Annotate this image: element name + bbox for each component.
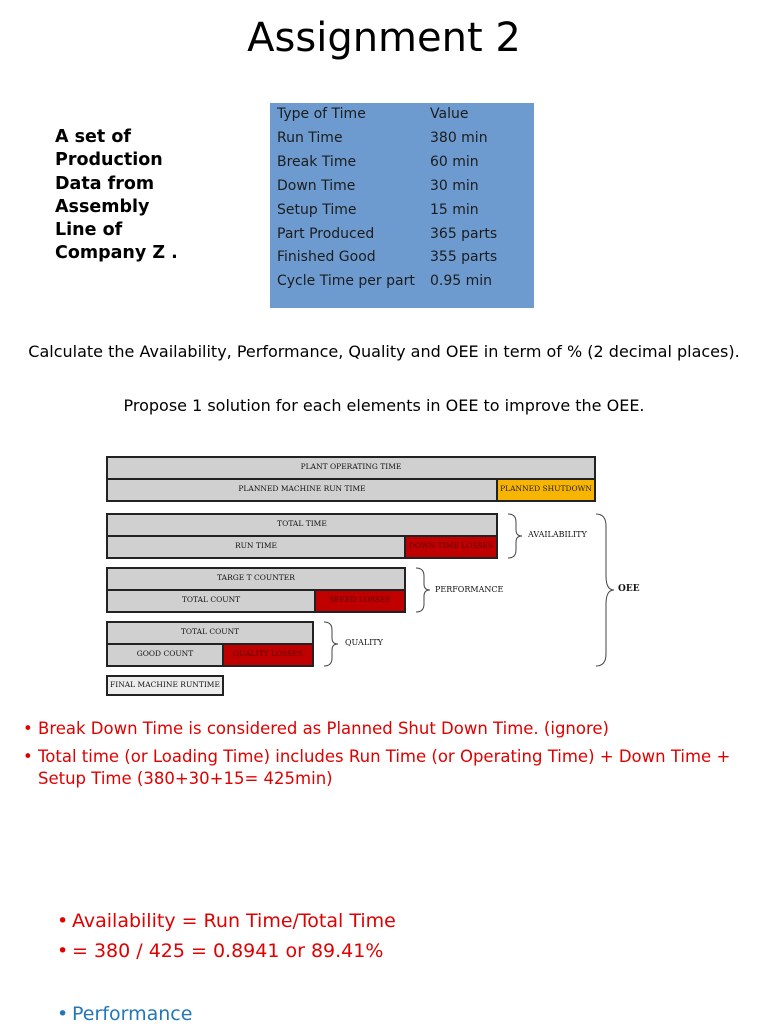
- page-title: Assignment 2: [247, 15, 521, 61]
- brace-lines: [106, 456, 626, 696]
- table-cell: 60 min: [430, 153, 479, 170]
- table-row: [270, 202, 534, 226]
- planned-machine-run-time-box: PLANNED MACHINE RUN TIME: [106, 478, 498, 502]
- quality-losses-box: QUALITY LOSSES: [222, 643, 314, 667]
- availability-label: AVAILABILITY: [528, 530, 587, 539]
- table-cell: Part Produced: [277, 225, 375, 242]
- speed-losses-box: SPEED LOSSES: [314, 589, 406, 613]
- intro-line: Company Z .: [55, 243, 178, 264]
- table-row: [270, 130, 534, 154]
- availability-brace: [508, 514, 522, 558]
- run-time-box: RUN TIME: [106, 535, 406, 559]
- availability-calculation: [72, 908, 732, 968]
- list-item: • Total time (or Loading Time) includes Run Time (or Operating Time) + Down Time + Setup Time (380+30+15= 425min): [38, 746, 738, 790]
- down-time-losses-box: DOWN TIME LOSSES: [404, 535, 498, 559]
- table-row: [270, 226, 534, 250]
- task-propose: Propose 1 solution for each elements in OEE to improve the OEE.: [123, 396, 645, 415]
- table-cell: Finished Good: [277, 249, 376, 266]
- performance-label: PERFORMANCE: [435, 585, 504, 594]
- intro-line: Line of: [55, 220, 123, 241]
- table-cell: 380 min: [430, 129, 488, 146]
- performance-brace: [416, 568, 430, 612]
- table-cell: 0.95 min: [430, 273, 493, 290]
- table-row: [270, 273, 534, 308]
- quality-brace: [324, 622, 338, 666]
- total-time-box: TOTAL TIME: [106, 513, 498, 537]
- intro-line: Assembly: [55, 196, 150, 217]
- oee-brace: [596, 514, 614, 666]
- planned-shutdown-box: PLANNED SHUTDOWN: [496, 478, 596, 502]
- table-cell: 30 min: [430, 177, 479, 194]
- intro-line: Production: [55, 150, 163, 171]
- performance-heading: • Performance: [72, 1001, 192, 1028]
- table-cell: Run Time: [277, 129, 343, 146]
- production-data-table: [270, 103, 534, 308]
- total-count-quality-box: TOTAL COUNT: [106, 621, 314, 645]
- table-cell: Cycle Time per part: [277, 273, 415, 290]
- table-row: [270, 249, 534, 273]
- list-item: • Availability = Run Time/Total Time: [72, 908, 732, 935]
- table-header-cell: Value: [430, 106, 469, 122]
- oee-label: OEE: [618, 584, 640, 594]
- table-header-cell: Type of Time: [277, 106, 366, 122]
- table-cell: Setup Time: [277, 201, 357, 218]
- final-machine-runtime-box: FINAL MACHINE RUNTIME: [106, 675, 224, 696]
- table-cell: 15 min: [430, 201, 479, 218]
- table-header-row: [270, 103, 534, 130]
- table-cell: 355 parts: [430, 249, 498, 266]
- oee-diagram: [106, 456, 640, 696]
- intro-text: [55, 126, 235, 266]
- list-item: • = 380 / 425 = 0.8941 or 89.41%: [72, 938, 732, 965]
- table-cell: Break Time: [277, 153, 357, 170]
- table-cell: 365 parts: [430, 225, 498, 242]
- intro-line: Data from: [55, 173, 155, 194]
- good-count-box: GOOD COUNT: [106, 643, 224, 667]
- table-cell: Down Time: [277, 177, 356, 194]
- table-row: [270, 154, 534, 178]
- notes-list: [38, 718, 738, 796]
- quality-label: QUALITY: [345, 638, 383, 647]
- target-counter-box: TARGE T COUNTER: [106, 567, 406, 591]
- intro-line: A set of: [55, 127, 132, 147]
- total-count-performance-box: TOTAL COUNT: [106, 589, 316, 613]
- table-row: [270, 178, 534, 202]
- list-item: • Break Down Time is considered as Planned Shut Down Time. (ignore): [38, 718, 738, 740]
- task-calculate: Calculate the Availability, Performance, Quality and OEE in term of % (2 decimal places).: [28, 342, 740, 361]
- plant-operating-time-box: PLANT OPERATING TIME: [106, 456, 596, 480]
